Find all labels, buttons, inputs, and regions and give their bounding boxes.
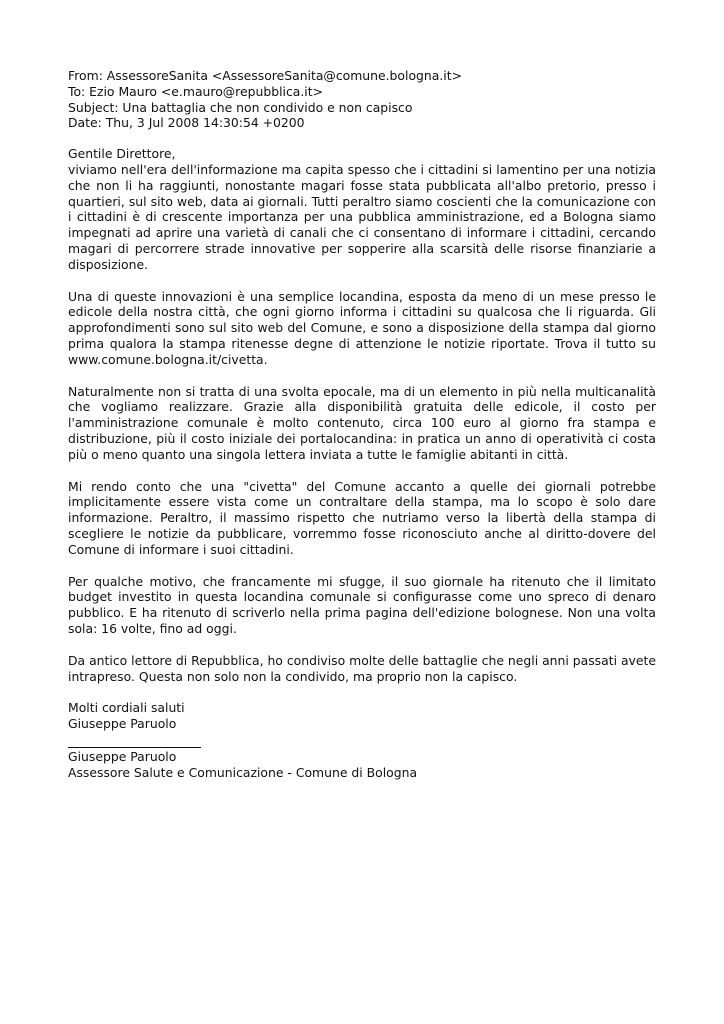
greeting: Gentile Direttore, <box>68 146 176 162</box>
from-line: From: AssessoreSanita <AssessoreSanita@comune.bologna.it> <box>68 68 462 83</box>
subject-line: Subject: Una battaglia che non condivido e non capisco <box>68 99 413 115</box>
closing-block <box>68 700 656 732</box>
body-paragraph-1: viviamo nell'era dell'informazione ma capita spesso che i cittadini si lamentino per una notizia che non li ha raggiunti, nonostante magari fosse stata pubblicata all'albo pretorio, presso i quartieri, sul sito web, data ai giornali. Tutti peraltro siamo coscienti che la comunicazione con i cittadini è di crescente importanza per una pubblica amministrazione, ed a Bologna siamo impegnati ad aprire una varietà di canali che ci consentano di informare i cittadini, cercando magari di percorrere strade innovative per sopperire alla scarsità delle risorse finanziarie a disposizione. <box>68 161 656 272</box>
body-paragraph-3: Naturalmente non si tratta di una svolta epocale, ma di un elemento in più nella multicanalità che vogliamo realizzare. Grazie alla disponibilità gratuita delle edicole, il costo per l'amministrazione comunale è molto contenuto, circa 100 euro al giorno fra stampa e distribuzione, più il costo iniziale dei portalocandina: in pratica un anno di operatività ci costa più o meno quanto una singola lettera inviata a tutte le famiglie abitanti in città. <box>68 383 656 462</box>
body-paragraph-5: Per qualche motivo, che francamente mi sfugge, il suo giornale ha ritenuto che il limitato budget investito in questa locandina comunale si configurasse come uno spreco di denaro pubblico. E ha ritenuto di scriverlo nella prima pagina dell'edizione bolognese. Non una volta sola: 16 volte, fino ad oggi. <box>68 573 656 636</box>
date-line: Date: Thu, 3 Jul 2008 14:30:54 +0200 <box>68 115 305 131</box>
signature-title: Assessore Salute e Comunicazione - Comune di Bologna <box>68 764 418 780</box>
closing-salutation: Molti cordiali saluti <box>68 700 185 716</box>
signature-divider <box>68 747 201 748</box>
body-paragraph-2: Una di queste innovazioni è una semplice locandina, esposta da meno di un mese presso le edicole della nostra città, che ogni giorno informa i cittadini su qualcosa che li riguarda. Gli approfondimenti sono sul sito web del Comune, e sono a disposizione della stampa dal giorno prima qualora la stampa ritenesse degne di attenzione le notizie riportate. Trova il tutto su www.comune.bologna.it/civetta. <box>68 288 656 367</box>
body-paragraph-6: Da antico lettore di Repubblica, ho condiviso molte delle battaglie che negli anni passati avete intrapreso. Questa non solo non la condivido, ma proprio non la capisco. <box>68 652 656 684</box>
closing-name: Giuseppe Paruolo <box>68 716 177 732</box>
email-document <box>68 68 656 780</box>
signature-name: Giuseppe Paruolo <box>68 748 177 764</box>
to-line: To: Ezio Mauro <e.mauro@repubblica.it> <box>68 83 323 99</box>
body-paragraph-4: Mi rendo conto che una "civetta" del Comune accanto a quelle dei giornali potrebbe implicitamente essere vista come un contraltare della stampa, ma lo scopo è solo dare informazione. Peraltro, il massimo rispetto che nutriamo verso la libertà della stampa di scegliere le notizie da pubblicare, vorremmo fosse riconosciuto anche al diritto-dovere del Comune di informare i suoi cittadini. <box>68 478 656 557</box>
email-header <box>68 68 656 131</box>
signature-block <box>68 749 656 781</box>
